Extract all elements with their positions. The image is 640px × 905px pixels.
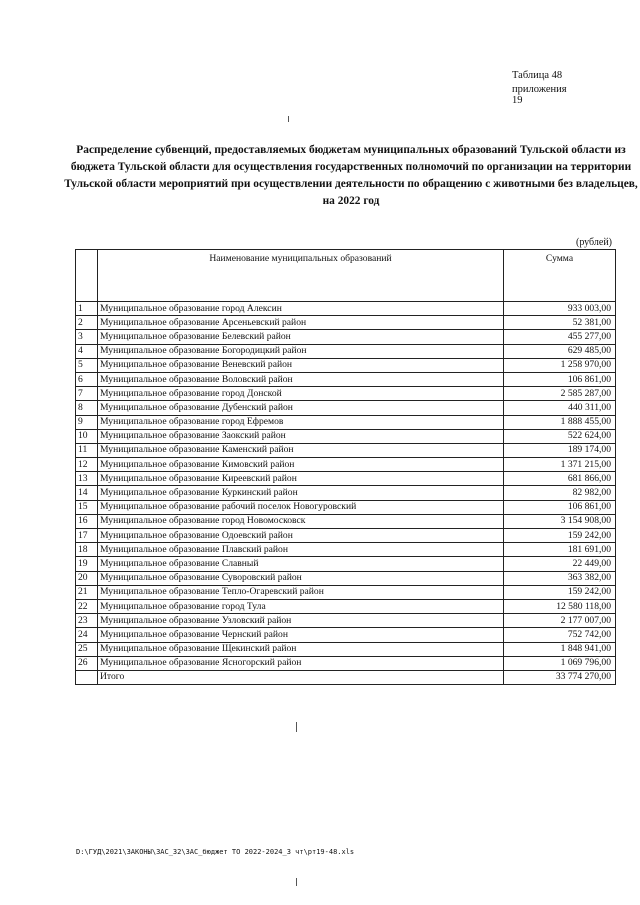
header-name-cell: Наименование муниципальных образований [98, 250, 504, 302]
table-row [76, 330, 616, 344]
row-number-cell: 10 [76, 429, 98, 443]
table-row [76, 628, 616, 642]
row-sum-cell: 12 580 118,00 [504, 599, 616, 613]
row-sum-cell: 159 242,00 [504, 529, 616, 543]
table-row [76, 529, 616, 543]
appendix-label: приложения 19 [512, 84, 567, 106]
row-sum-cell: 681 866,00 [504, 472, 616, 486]
row-number-cell: 21 [76, 585, 98, 599]
row-number-cell: 20 [76, 571, 98, 585]
row-sum-cell: 1 371 215,00 [504, 458, 616, 472]
units-label: (рублей) [575, 237, 612, 248]
row-name-cell: Муниципальное образование Заокский район [98, 429, 504, 443]
table-row [76, 599, 616, 613]
row-sum-cell: 455 277,00 [504, 330, 616, 344]
row-number-cell: 22 [76, 599, 98, 613]
row-number-cell: 17 [76, 529, 98, 543]
row-name-cell: Муниципальное образование Киреевский район [98, 472, 504, 486]
total-sum-cell: 33 774 270,00 [504, 670, 616, 684]
row-sum-cell: 1 888 455,00 [504, 415, 616, 429]
table-row [76, 429, 616, 443]
table-row [76, 358, 616, 372]
row-number-cell: 2 [76, 316, 98, 330]
row-name-cell: Муниципальное образование Суворовский район [98, 571, 504, 585]
table-number-label: Таблица 48 [512, 70, 563, 81]
table-row [76, 302, 616, 316]
row-name-cell: Муниципальное образование Кимовский район [98, 458, 504, 472]
row-sum-cell: 933 003,00 [504, 302, 616, 316]
table-row [76, 415, 616, 429]
total-number-cell [76, 670, 98, 684]
row-sum-cell: 106 861,00 [504, 372, 616, 386]
table-header-row [76, 250, 616, 302]
table-row [76, 642, 616, 656]
row-name-cell: Муниципальное образование Веневский район [98, 358, 504, 372]
row-name-cell: Муниципальное образование Узловский район [98, 614, 504, 628]
row-name-cell: Муниципальное образование город Новомосковск [98, 514, 504, 528]
row-sum-cell: 1 069 796,00 [504, 656, 616, 670]
scan-mark [288, 116, 289, 122]
row-number-cell: 23 [76, 614, 98, 628]
row-number-cell: 14 [76, 486, 98, 500]
row-number-cell: 25 [76, 642, 98, 656]
row-number-cell: 4 [76, 344, 98, 358]
row-number-cell: 7 [76, 387, 98, 401]
table-row [76, 571, 616, 585]
row-name-cell: Муниципальное образование Ясногорский район [98, 656, 504, 670]
total-label-cell: Итого [98, 670, 504, 684]
row-name-cell: Муниципальное образование Дубенский район [98, 401, 504, 415]
table-row [76, 472, 616, 486]
row-sum-cell: 1 258 970,00 [504, 358, 616, 372]
row-sum-cell: 522 624,00 [504, 429, 616, 443]
row-sum-cell: 3 154 908,00 [504, 514, 616, 528]
row-sum-cell: 189 174,00 [504, 443, 616, 457]
row-sum-cell: 363 382,00 [504, 571, 616, 585]
row-name-cell: Муниципальное образование город Донской [98, 387, 504, 401]
table-row [76, 316, 616, 330]
table-row [76, 344, 616, 358]
row-name-cell: Муниципальное образование город Тула [98, 599, 504, 613]
header-sum-cell: Сумма [504, 250, 616, 302]
table-row [76, 401, 616, 415]
table-row [76, 585, 616, 599]
row-number-cell: 24 [76, 628, 98, 642]
row-name-cell: Муниципальное образование рабочий поселок Новогуровский [98, 500, 504, 514]
file-path-footer: D:\ГУД\2021\ЗАКОНЫ\ЗАС_32\ЗАС_бюджет ТО 2022-2024_3 чт\рт19-48.xls [76, 848, 355, 856]
table-row [76, 486, 616, 500]
row-sum-cell: 1 848 941,00 [504, 642, 616, 656]
row-number-cell: 15 [76, 500, 98, 514]
row-sum-cell: 159 242,00 [504, 585, 616, 599]
row-name-cell: Муниципальное образование Арсеньевский район [98, 316, 504, 330]
row-sum-cell: 181 691,00 [504, 543, 616, 557]
row-name-cell: Муниципальное образование Одоевский район [98, 529, 504, 543]
row-sum-cell: 2 585 287,00 [504, 387, 616, 401]
row-number-cell: 26 [76, 656, 98, 670]
row-name-cell: Муниципальное образование город Алексин [98, 302, 504, 316]
table-row [76, 372, 616, 386]
row-number-cell: 1 [76, 302, 98, 316]
row-name-cell: Муниципальное образование город Ефремов [98, 415, 504, 429]
row-name-cell: Муниципальное образование Воловский район [98, 372, 504, 386]
total-row [76, 670, 616, 684]
table-row [76, 458, 616, 472]
row-number-cell: 11 [76, 443, 98, 457]
row-name-cell: Муниципальное образование Щекинский район [98, 642, 504, 656]
table-row [76, 443, 616, 457]
row-name-cell: Муниципальное образование Куркинский район [98, 486, 504, 500]
document-title: Распределение субвенций, предоставляемых бюджетам муниципальных образований Тульской области из бюджета Тульской области для осуществления государственных полномочий по организации на территории Тульской области мероприятий при осуществлении деятельности по обращению с животными без владельцев, на 2022 год [64, 144, 638, 207]
row-number-cell: 9 [76, 415, 98, 429]
row-number-cell: 5 [76, 358, 98, 372]
table-body [76, 302, 616, 671]
row-number-cell: 19 [76, 557, 98, 571]
row-sum-cell: 2 177 007,00 [504, 614, 616, 628]
header-number-cell [76, 250, 98, 302]
table-row [76, 500, 616, 514]
table-row [76, 656, 616, 670]
row-name-cell: Муниципальное образование Славный [98, 557, 504, 571]
row-sum-cell: 629 485,00 [504, 344, 616, 358]
row-name-cell: Муниципальное образование Белевский район [98, 330, 504, 344]
row-name-cell: Муниципальное образование Чернский район [98, 628, 504, 642]
table-row [76, 557, 616, 571]
row-name-cell: Муниципальное образование Богородицкий район [98, 344, 504, 358]
scan-mark [296, 878, 297, 886]
table-row [76, 614, 616, 628]
row-sum-cell: 440 311,00 [504, 401, 616, 415]
subvention-table [75, 249, 616, 685]
table-row [76, 387, 616, 401]
row-sum-cell: 52 381,00 [504, 316, 616, 330]
row-number-cell: 18 [76, 543, 98, 557]
row-sum-cell: 752 742,00 [504, 628, 616, 642]
row-number-cell: 6 [76, 372, 98, 386]
row-sum-cell: 22 449,00 [504, 557, 616, 571]
row-number-cell: 16 [76, 514, 98, 528]
row-name-cell: Муниципальное образование Каменский район [98, 443, 504, 457]
row-number-cell: 12 [76, 458, 98, 472]
table-row [76, 543, 616, 557]
row-number-cell: 8 [76, 401, 98, 415]
row-name-cell: Муниципальное образование Плавский район [98, 543, 504, 557]
table-row [76, 514, 616, 528]
row-sum-cell: 82 982,00 [504, 486, 616, 500]
row-number-cell: 13 [76, 472, 98, 486]
row-number-cell: 3 [76, 330, 98, 344]
scan-mark [296, 722, 297, 732]
row-sum-cell: 106 861,00 [504, 500, 616, 514]
row-name-cell: Муниципальное образование Тепло-Огаревский район [98, 585, 504, 599]
